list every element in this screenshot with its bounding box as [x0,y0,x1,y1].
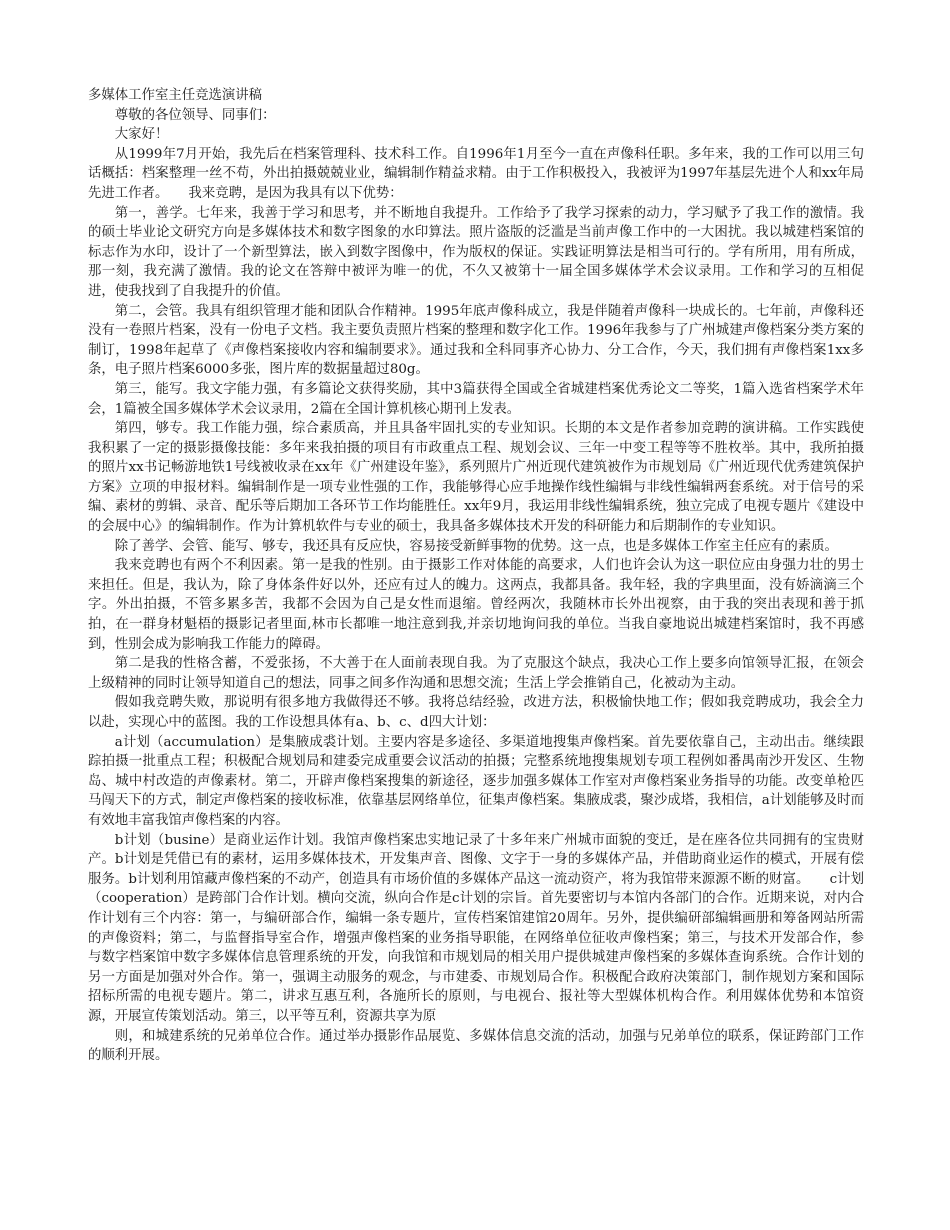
document-title: 多媒体工作室主任竞选演讲稿 [88,88,263,103]
paragraph-other-strengths: 除了善学、会管、能写、够专，我还具有反应快，容易接受新鲜事物的优势。这一点，也是多媒体工作室主任应有的素质。 [114,538,838,554]
paragraph-disadvantage-gender: 我来竞聘也有两个不利因素。第一是我的性别。由于摄影工作对体能的高要求，人们也许会认为这一职位应由身强力壮的男士来担任。但是，我认为，除了身体条件好以外，还应有过人的魄力。这两点，我都具备。我年轻，我的字典里面，没有娇滴滴三个字。外出拍摄，不管多累多苦，我都不会因为自己是女性而退缩。曾经两次，我随林市长外出视察，由于我的突出表现和善于抓拍，在一群身材魁梧的摄影记者里面,林市长都唯一地注意到我,并亲切地询问我的单位。当我自豪地说出城建档案馆时，我不再感到，性别会成为影响我工作能力的障碍。 [88,558,864,652]
paragraph-greeting: 尊敬的各位领导、同事们： [114,107,276,123]
paragraph-plan-b-c: b计划（busine）是商业运作计划。我馆声像档案忠实地记录了十多年来广州城市面貌的变迁，是在座各位共同拥有的宝贵财产。b计划是凭借已有的素材，运用多媒体技术，开发集声音、图像、文字于一身的多媒体产品，并借助商业运作的模式，开展有偿服务。b计划利用馆藏声像档案的不动产，创造具有市场价值的多媒体产品这一流动资产，将为我馆带来源源不断的财富。 c计划（cooperation）是跨部门合作计划。横向交流，纵向合作是c计划的宗旨。首先要密切与本馆内各部门的合作。近期来说，对内合作计划有三个内容：第一，与编研部合作，编辑一条专题片，宣传档案馆建馆20周年。另外，提供编研部编辑画册和筹备网站所需的声像资料；第二，与监督指导室合作，增强声像档案的业务指导职能，在网络单位征收声像档案；第三，与技术开发部合作，参与数字档案馆中数字多媒体信息管理系统的开发，向我馆和市规划局的相关用户提供城建声像档案的多媒体查询系统。合作计划的另一方面是加强对外合作。第一，强调主动服务的观念，与市建委、市规划局合作。积极配合政府决策部门，制作规划方案和国际招标所需的电视专题片。第二，讲求互惠互利，各施所长的原则，与电视台、报社等大型媒体机构合作。利用媒体优势和本馆资源，开展宣传策划活动。第三，以平等互利，资源共享为原 [88,832,864,1024]
paragraph-strength-learning: 第一，善学。七年来，我善于学习和思考，并不断地自我提升。工作给予了我学习探索的动力，学习赋予了我工作的激情。我的硕士毕业论文研究方向是多媒体技术和数字图象的水印算法。照片盗版的泛滥是当前声像工作中的一大困扰。我以城建档案馆的标志作为水印，设计了一个新型算法，嵌入到数字图像中，作为版权的保证。实践证明算法是相当可行的。学有所用，用有所成，那一刻，我充满了激情。我的论文在答辩中被评为唯一的优，不久又被第十一届全国多媒体学术会议录用。工作和学习的互相促进，使我找到了自我提升的价值。 [88,205,864,299]
paragraph-hello: 大家好！ [114,127,169,143]
paragraph-strength-expertise: 第四，够专。我工作能力强，综合素质高，并且具备牢固扎实的专业知识。长期的本文是作者参加竞聘的演讲稿。工作实践使我积累了一定的摄影摄像技能：多年来我拍摄的项目有市政重点工程、规划会议、三年一中变工程等等不胜枚举。其中，我所拍摄的照片xx书记畅游地铁1号线被收录在xx年《广州建设年鉴》，系列照片广州近现代建筑被作为市规划局《广州近现代优秀建筑保护方案》立项的申报材料。编辑制作是一项专业性强的工作，我能够得心应手地操作线性编辑与非线性编辑两套系统。对于信号的采编、素材的剪辑、录音、配乐等后期加工各环节工作均能胜任。xx年9月，我运用非线性编辑系统，独立完成了电视专题片《建设中的会展中心》的编辑制作。作为计算机软件与专业的硕士，我具备多媒体技术开发的科研能力和后期制作的专业知识。 [88,421,864,535]
paragraph-plan-a: a计划（accumulation）是集腋成裘计划。主要内容是多途径、多渠道地搜集声像档案。首先要依靠自己，主动出击。继续跟踪拍摄一批重点工程；积极配合规划局和建委完成重要会议活动的拍摄；完整系统地搜集规划专项工程例如番禺南沙开发区、生物岛、城中村改造的声像素材。第二，开辟声像档案搜集的新途径，逐步加强多媒体工作室对声像档案业务指导的功能。改变单枪匹马闯天下的方式，制定声像档案的接收标准，依靠基层网络单位，征集声像档案。集腋成裘，聚沙成塔，我相信，a计划能够及时而有效地丰富我馆声像档案的内容。 [88,734,864,828]
paragraph-plans-intro: 假如我竞聘失败，那说明有很多地方我做得还不够。我将总结经验，改进方法，积极愉快地工作；假如我竞聘成功，我会全力以赴，实现心中的蓝图。我的工作设想具体有a、b、c、d四大计划： [88,695,864,730]
paragraph-strength-writing: 第三，能写。我文字能力强，有多篇论文获得奖励，其中3篇获得全国或全省城建档案优秀论文二等奖，1篇入选省档案学术年会，1篇被全国多媒体学术会议录用，2篇在全国计算机核心期刊上发表。 [88,381,864,417]
paragraph-plan-c-end: 则，和城建系统的兄弟单位合作。通过举办摄影作品展览、多媒体信息交流的活动，加强与兄弟单位的联系，保证跨部门工作的顺利开展。 [88,1028,864,1064]
paragraph-disadvantage-personality: 第二是我的性格含蓄，不爱张扬，不大善于在人面前表现自我。为了克服这个缺点，我决心工作上要多向馆领导汇报，在领会上级精神的同时让领导知道自己的想法，同事之间多作沟通和思想交流；生活上学会推销自己，化被动为主动。 [88,656,864,691]
paragraph-strength-management: 第二，会管。我具有组织管理才能和团队合作精神。1995年底声像科成立，我是伴随着声像科一块成长的。七年前，声像科还没有一卷照片档案，没有一份电子文档。我主要负责照片档案的整理和数字化工作。1996年我参与了广州城建声像档案分类方案的制订，1998年起草了《声像档案接收内容和编制要求》。通过我和全科同事齐心协力、分工合作，今天，我们拥有声像档案1xx多条，电子照片档案6000多张，图片库的数据量超过80g。 [88,303,864,378]
paragraph-career: 从1999年7月开始，我先后在档案管理科、技术科工作。自1996年1月至今一直在声像科任职。多年来，我的工作可以用三句话概括：档案整理一丝不苟，外出拍摄兢兢业业，编辑制作精益求精。由于工作积极投入，我被评为1997年基层先进个人和xx年局先进工作者。 我来竞聘，是因为我具有以下优势： [88,146,864,201]
